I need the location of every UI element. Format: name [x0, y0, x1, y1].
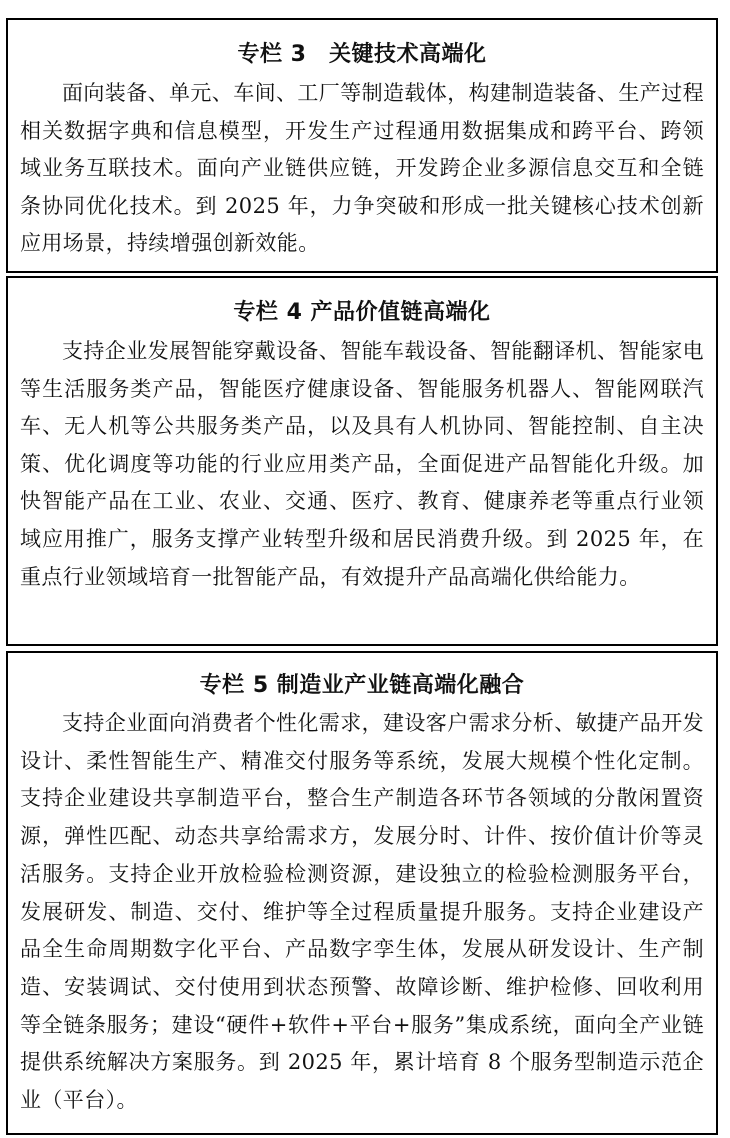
column-title: 专栏 5 制造业产业链高端化融合: [199, 673, 525, 698]
column-body: 支持企业面向消费者个性化需求，建设客户需求分析、敏捷产品开发设计、柔性智能生产、精准交付服务等系统，发展大规模个性化定制。支持企业建设共享制造平台，整合生产制造各环节各领域的分散闲置资源，弹性匹配、动态共享给需求方，发展分时、计件、按价值计价等灵活服务。支持企业开放检验检测资源，建设独立的检验检测服务平台，发展研发、制造、交付、维护等全过程质量提升服务。支持企业建设产品全生命周期数字化平台、产品数字孪生体，发展从研发设计、生产制造、安装调试、交付使用到状态预警、故障诊断、维护检修、回收利用等全链条服务；建设“硬件+软件+平台+服务”集成系统，面向全产业链提供系统解决方案服务。到 2025 年，累计培育 8 个服务型制造示范企业（平台）。: [20, 711, 704, 1113]
column-box-3: [6, 18, 718, 273]
column-title: 专栏 3 关键技术高端化: [237, 42, 487, 67]
column-title: 专栏 4 产品价值链高端化: [233, 300, 491, 325]
column-body: 支持企业发展智能穿戴设备、智能车载设备、智能翻译机、智能家电等生活服务类产品，智能医疗健康设备、智能服务机器人、智能网联汽车、无人机等公共服务类产品，以及具有人机协同、智能控制、自主决策、优化调度等功能的行业应用类产品，全面促进产品智能化升级。加快智能产品在工业、农业、交通、医疗、教育、健康养老等重点行业领域应用推广，服务支撑产业转型升级和居民消费升级。到 2025 年，在重点行业领域培育一批智能产品，有效提升产品高端化供给能力。: [20, 339, 704, 589]
column-box-4: [6, 276, 718, 646]
column-body: 面向装备、单元、车间、工厂等制造载体，构建制造装备、生产过程相关数据字典和信息模型，开发生产过程通用数据集成和跨平台、跨领域业务互联技术。面向产业链供应链，开发跨企业多源信息交互和全链条协同优化技术。到 2025 年，力争突破和形成一批关键核心技术创新应用场景，持续增强创新效能。: [20, 81, 704, 256]
column-box-5: [6, 651, 718, 1135]
